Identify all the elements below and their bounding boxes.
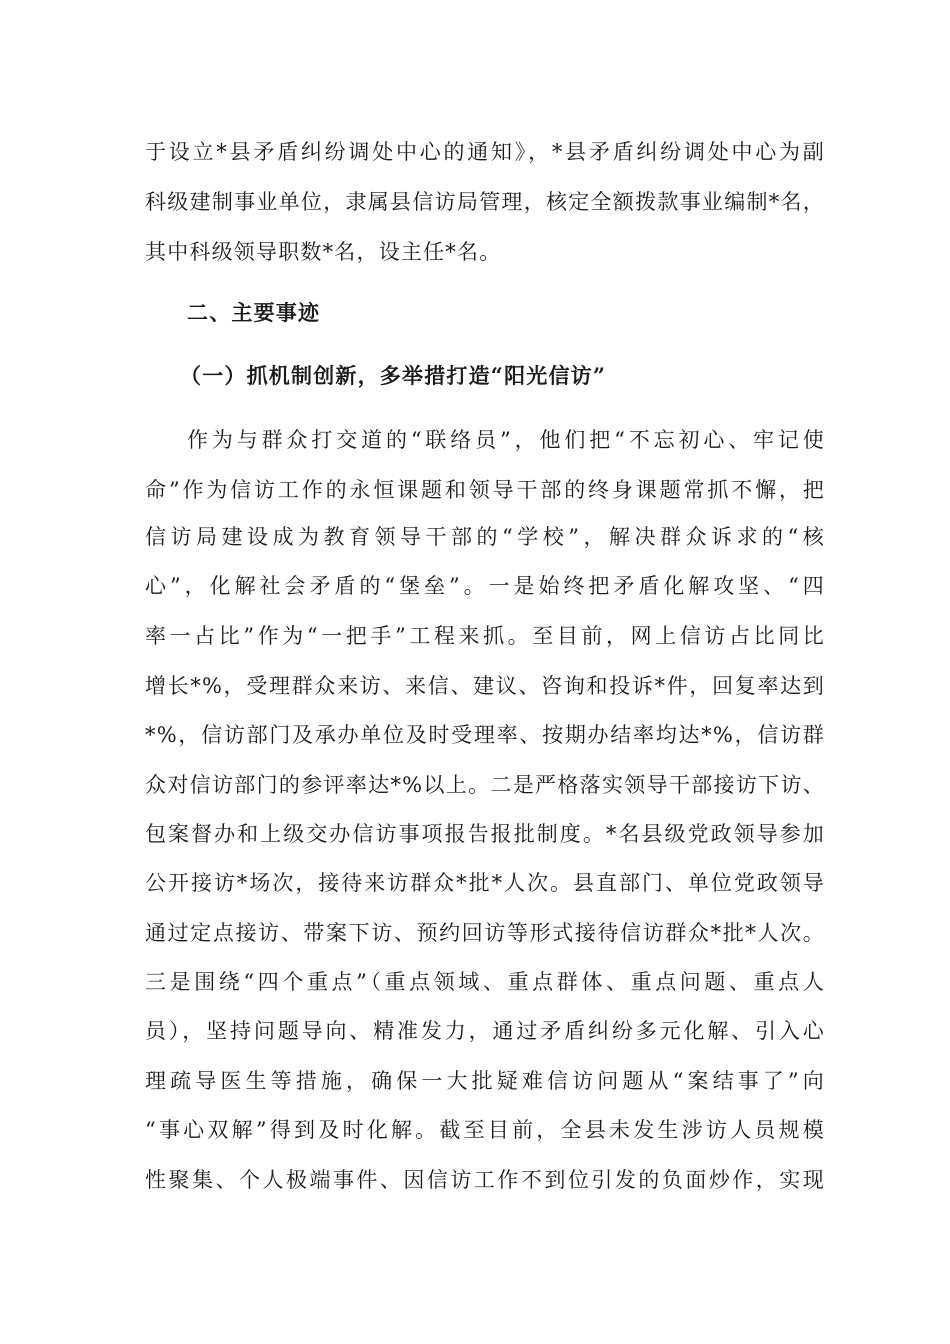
subsection-heading: （一）抓机制创新，多举措打造“阳光信访” bbox=[180, 363, 607, 388]
body-line-13: 员），坚持问题导向、精准发力，通过矛盾纠纷多元化解、引入心 bbox=[145, 1019, 825, 1043]
intro-line-1: 于设立*县矛盾纠纷调处中心的通知》，*县矛盾纠纷调处中心为副 bbox=[145, 140, 825, 164]
body-line-9: 包案督办和上级交办信访事项报告报批制度。*名县级党政领导参加 bbox=[145, 822, 825, 846]
body-line-16: 性聚集、个人极端事件、因信访工作不到位引发的负面炒作，实现 bbox=[145, 1168, 825, 1192]
body-line-7: *%，信访部门及承办单位及时受理率、按期办结率均达*%，信访群 bbox=[145, 723, 825, 747]
body-line-10: 公开接访*场次，接待来访群众*批*人次。县直部门、单位党政领导 bbox=[145, 871, 825, 895]
body-line-11: 通过定点接访、带案下访、预约回访等形式接待信访群众*批*人次。 bbox=[145, 921, 825, 945]
intro-line-3: 其中科级领导职数*名，设主任*名。 bbox=[145, 240, 502, 264]
body-line-6: 增长*%，受理群众来访、来信、建议、咨询和投诉*件，回复率达到 bbox=[145, 674, 825, 698]
intro-line-2: 科级建制事业单位，隶属县信访局管理，核定全额拨款事业编制*名， bbox=[145, 190, 825, 214]
body-line-1: 作为与群众打交道的“联络员”，他们把“不忘初心、牢记使 bbox=[187, 428, 825, 452]
body-line-15: “事心双解”得到及时化解。截至目前，全县未发生涉访人员规模 bbox=[145, 1118, 825, 1142]
body-line-3: 信访局建设成为教育领导干部的“学校”，解决群众诉求的“核 bbox=[145, 525, 825, 549]
body-line-8: 众对信访部门的参评率达*%以上。二是严格落实领导干部接访下访、 bbox=[145, 773, 825, 797]
body-line-12: 三是围绕“四个重点”（重点领域、重点群体、重点问题、重点人 bbox=[145, 970, 825, 994]
body-line-4: 心”，化解社会矛盾的“堡垒”。一是始终把矛盾化解攻坚、“四 bbox=[145, 574, 825, 598]
body-line-14: 理疏导医生等措施，确保一大批疑难信访问题从“案结事了”向 bbox=[145, 1069, 825, 1093]
body-line-5: 率一占比”作为“一把手”工程来抓。至目前，网上信访占比同比 bbox=[145, 624, 825, 648]
section-heading: 二、主要事迹 bbox=[187, 300, 321, 325]
body-line-2: 命”作为信访工作的永恒课题和领导干部的终身课题常抓不懈，把 bbox=[145, 478, 825, 502]
